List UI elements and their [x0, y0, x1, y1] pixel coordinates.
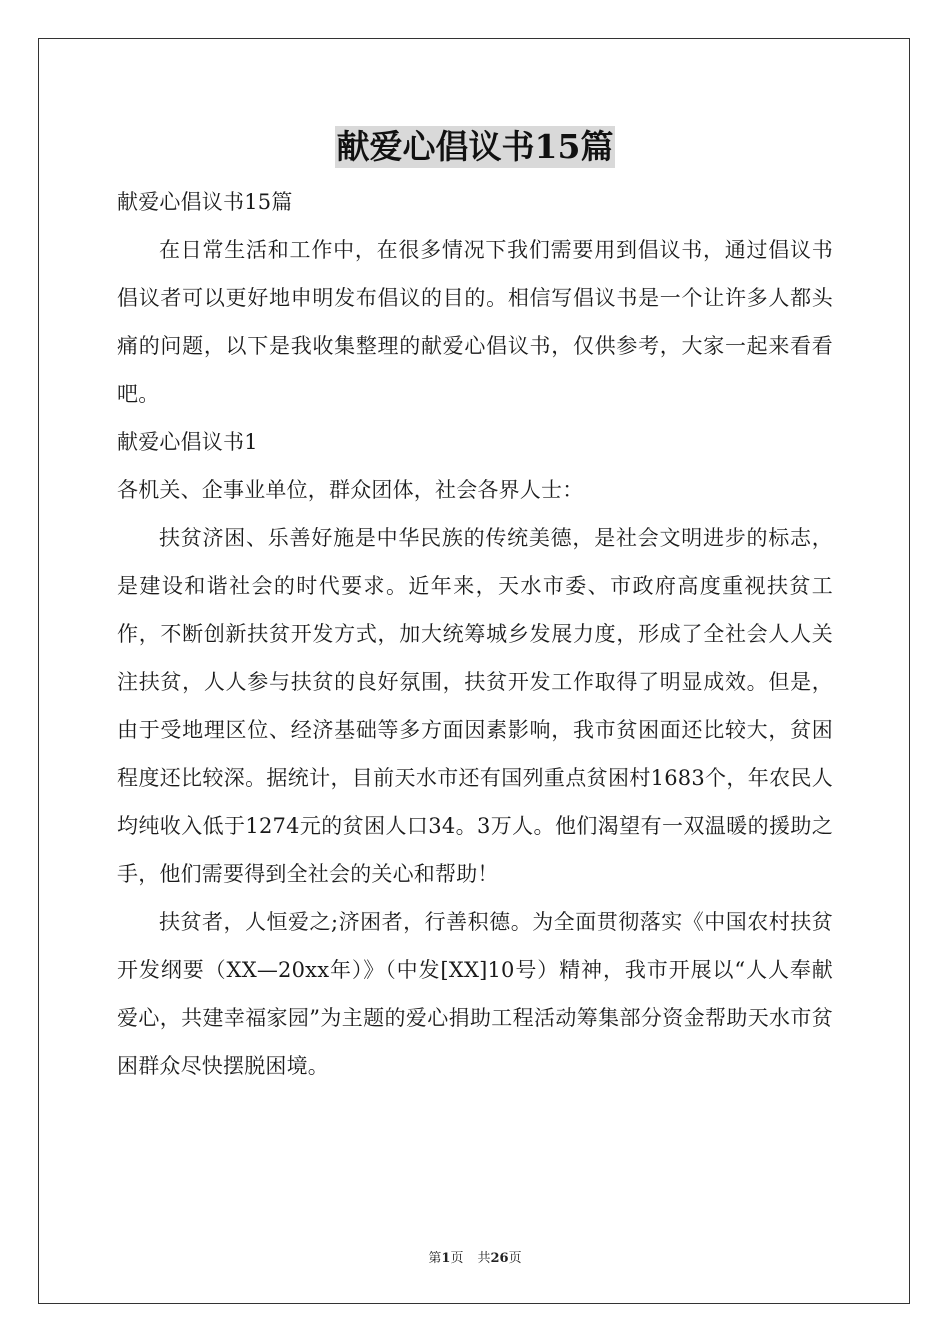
- document-body: [117, 178, 833, 1090]
- total-unit: 页: [508, 1251, 522, 1266]
- page-number: 1: [441, 1251, 451, 1266]
- salutation: 各机关、企事业单位，群众团体，社会各界人士：: [117, 478, 584, 502]
- page-footer: [0, 1247, 950, 1266]
- total-prefix: 共: [477, 1251, 491, 1266]
- section-heading: 献爱心倡议书1: [117, 430, 258, 454]
- title-container: [0, 126, 950, 168]
- page-prefix: 第: [428, 1251, 442, 1266]
- paragraph-intro: 在日常生活和工作中，在很多情况下我们需要用到倡议书，通过倡议书倡议者可以更好地申明发布倡议的目的。相信写倡议书是一个让许多人都头痛的问题，以下是我收集整理的献爱心倡议书，仅供参考，大家一起来看看吧。: [117, 238, 833, 406]
- page-unit: 页: [450, 1251, 464, 1266]
- paragraph-body-2: 扶贫者，人恒爱之;济困者，行善积德。为全面贯彻落实《中国农村扶贫开发纲要（XX—20xx年）》（中发[XX]10号）精神，我市开展以“人人奉献爱心，共建幸福家园”为主题的爱心捐助工程活动筹集部分资金帮助天水市贫困群众尽快摆脱困境。: [117, 910, 833, 1078]
- document-subtitle: 献爱心倡议书15篇: [117, 190, 293, 214]
- paragraph-body-1: 扶贫济困、乐善好施是中华民族的传统美德，是社会文明进步的标志，是建设和谐社会的时代要求。近年来，天水市委、市政府高度重视扶贫工作，不断创新扶贫开发方式，加大统筹城乡发展力度，形成了全社会人人关注扶贫，人人参与扶贫的良好氛围，扶贫开发工作取得了明显成效。但是，由于受地理区位、经济基础等多方面因素影响，我市贫困面还比较大，贫困程度还比较深。据统计，目前天水市还有国列重点贫困村1683个，年农民人均纯收入低于1274元的贫困人口34。3万人。他们渴望有一双温暖的援助之手，他们需要得到全社会的关心和帮助！: [117, 526, 833, 886]
- document-title: 献爱心倡议书15篇: [336, 127, 614, 166]
- page-total: 26: [490, 1251, 509, 1266]
